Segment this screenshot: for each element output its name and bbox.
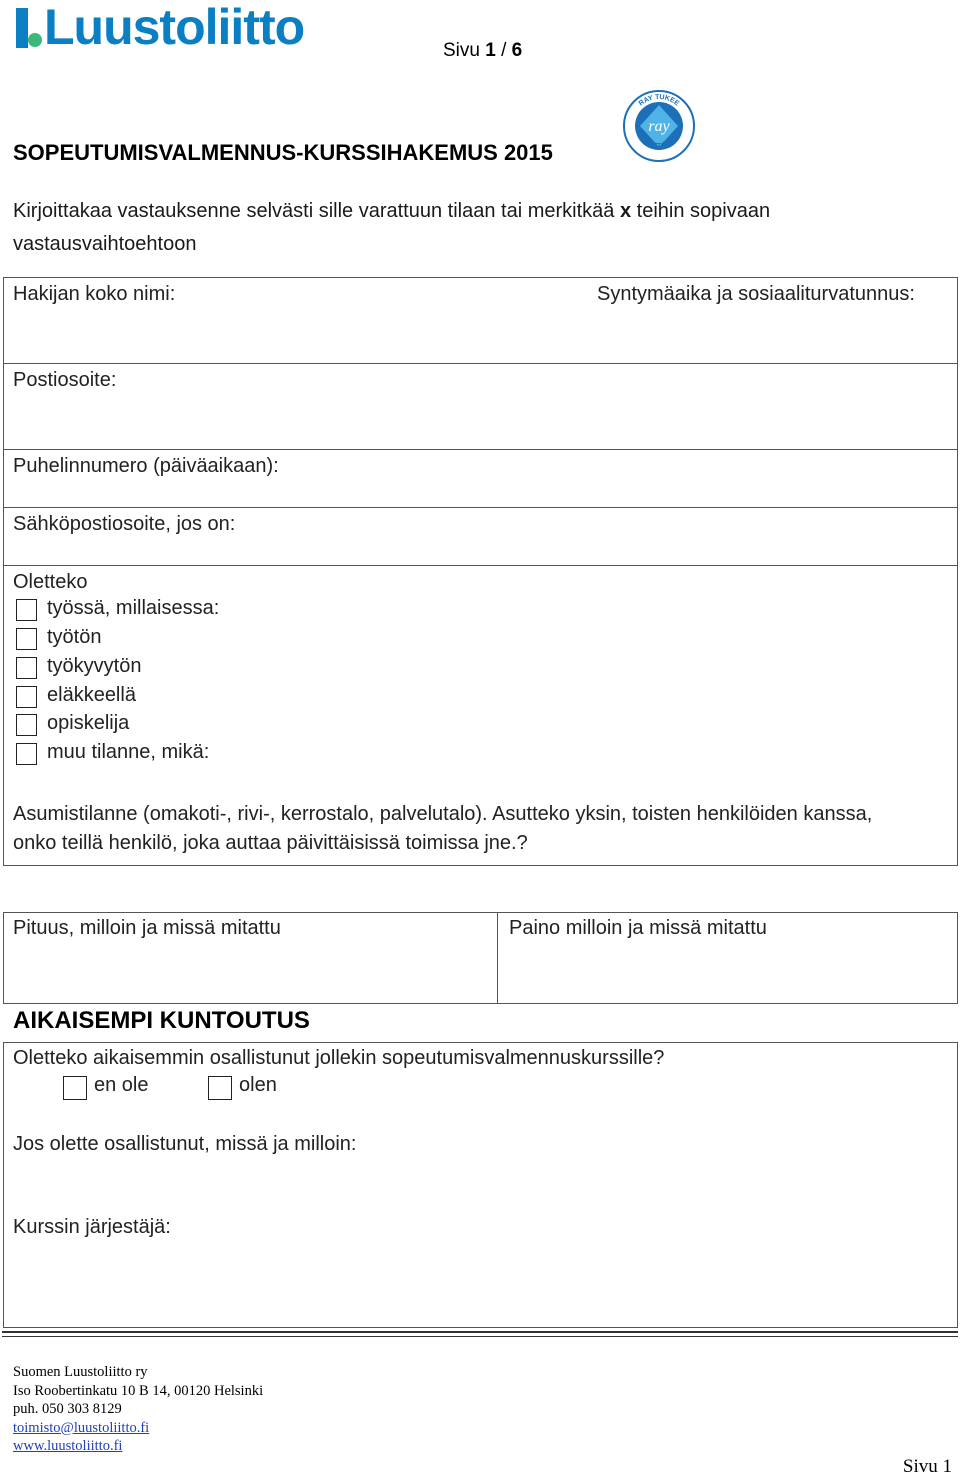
form-title: SOPEUTUMISVALMENNUS-KURSSIHAKEMUS 2015 xyxy=(13,140,553,165)
status-question: Oletteko xyxy=(13,571,88,593)
divider xyxy=(3,449,958,450)
checkbox[interactable] xyxy=(63,1076,87,1100)
divider xyxy=(3,363,958,364)
footer-address: Iso Roobertinkatu 10 B 14, 00120 Helsinki xyxy=(13,1382,264,1399)
ray-logo xyxy=(622,89,696,163)
footer-rule xyxy=(2,1336,958,1337)
luustoliitto-logo xyxy=(14,0,305,62)
ray-text: ray xyxy=(648,118,670,135)
option-label: en ole xyxy=(94,1074,149,1096)
footer-email-link[interactable]: toimisto@luustoliitto.fi xyxy=(13,1419,150,1436)
page-sep: / xyxy=(495,40,512,61)
page-total: 6 xyxy=(511,40,523,61)
checkbox[interactable] xyxy=(16,743,37,765)
checkbox[interactable] xyxy=(16,686,37,708)
logo-text: Luustoliitto xyxy=(44,0,305,55)
checkbox[interactable] xyxy=(16,714,37,736)
organizer-field-label[interactable]: Kurssin järjestäjä: xyxy=(13,1216,171,1238)
instructions-text: Kirjoittakaa vastauksenne selvästi sille varattuun tilaan tai merkitkää xyxy=(13,200,620,222)
instructions xyxy=(13,195,913,261)
birth-field-label[interactable]: Syntymäaika ja sosiaaliturvatunnus: xyxy=(597,283,915,305)
weight-field-label[interactable]: Paino milloin ja missä mitattu xyxy=(509,917,767,939)
name-field-label[interactable]: Hakijan koko nimi: xyxy=(13,283,176,305)
where-when-field-label[interactable]: Jos olette osallistunut, missä ja milloin: xyxy=(13,1133,357,1155)
footer-org: Suomen Luustoliitto ry xyxy=(13,1364,148,1380)
instructions-text-end: teihin sopivaan vastausvaihtoehtoon xyxy=(13,200,771,255)
page-label: Sivu xyxy=(443,40,480,61)
option-label: opiskelija xyxy=(47,712,130,734)
option-label: muu tilanne, mikä: xyxy=(47,741,210,763)
previous-course-question: Oletteko aikaisemmin osallistunut jollekin sopeutumisvalmennuskurssille? xyxy=(13,1047,665,1069)
logo-mark-icon xyxy=(16,8,42,48)
previous-rehab-heading: AIKAISEMPI KUNTOUTUS xyxy=(13,1007,310,1034)
footer-phone: puh. 050 303 8129 xyxy=(13,1401,122,1417)
phone-field-label[interactable]: Puhelinnumero (päiväaikaan): xyxy=(13,455,279,477)
footer-page-number: Sivu 1 xyxy=(902,1456,952,1477)
footer-rule xyxy=(2,1331,958,1333)
page-current: 1 xyxy=(485,40,496,61)
checkbox[interactable] xyxy=(16,599,37,621)
option-label: olen xyxy=(239,1074,277,1096)
page-number xyxy=(443,40,522,62)
checkbox[interactable] xyxy=(16,628,37,650)
checkbox[interactable] xyxy=(208,1076,232,1100)
footer-contact xyxy=(13,1363,263,1456)
option-label: työssä, millaisessa: xyxy=(47,597,220,619)
footer-web-link[interactable]: www.luustoliitto.fi xyxy=(13,1438,123,1454)
option-label: eläkkeellä xyxy=(47,684,136,706)
height-field-label[interactable]: Pituus, milloin ja missä mitattu xyxy=(13,917,281,939)
housing-question[interactable]: Asumistilanne (omakoti-, rivi-, kerrostalo, palvelutalo). Asutteko yksin, toisten henkilöiden kanssa, onko teillä henkilö, joka auttaa päivittäisissä toimissa jne.? xyxy=(13,803,873,854)
ray-bottom-text: RAY STÖDER xyxy=(637,135,681,150)
applicant-info-box xyxy=(3,277,958,866)
divider xyxy=(497,912,498,1004)
instructions-mark: x xyxy=(619,200,632,222)
address-field-label[interactable]: Postiosoite: xyxy=(13,369,117,391)
checkbox[interactable] xyxy=(16,657,37,679)
divider xyxy=(3,565,958,566)
divider xyxy=(3,507,958,508)
ray-badge-icon xyxy=(622,89,696,163)
option-label: työtön xyxy=(47,626,102,648)
email-field-label[interactable]: Sähköpostiosoite, jos on: xyxy=(13,513,236,535)
ray-top-text: RAY TUKEE xyxy=(637,93,681,108)
option-label: työkyvytön xyxy=(47,655,142,677)
